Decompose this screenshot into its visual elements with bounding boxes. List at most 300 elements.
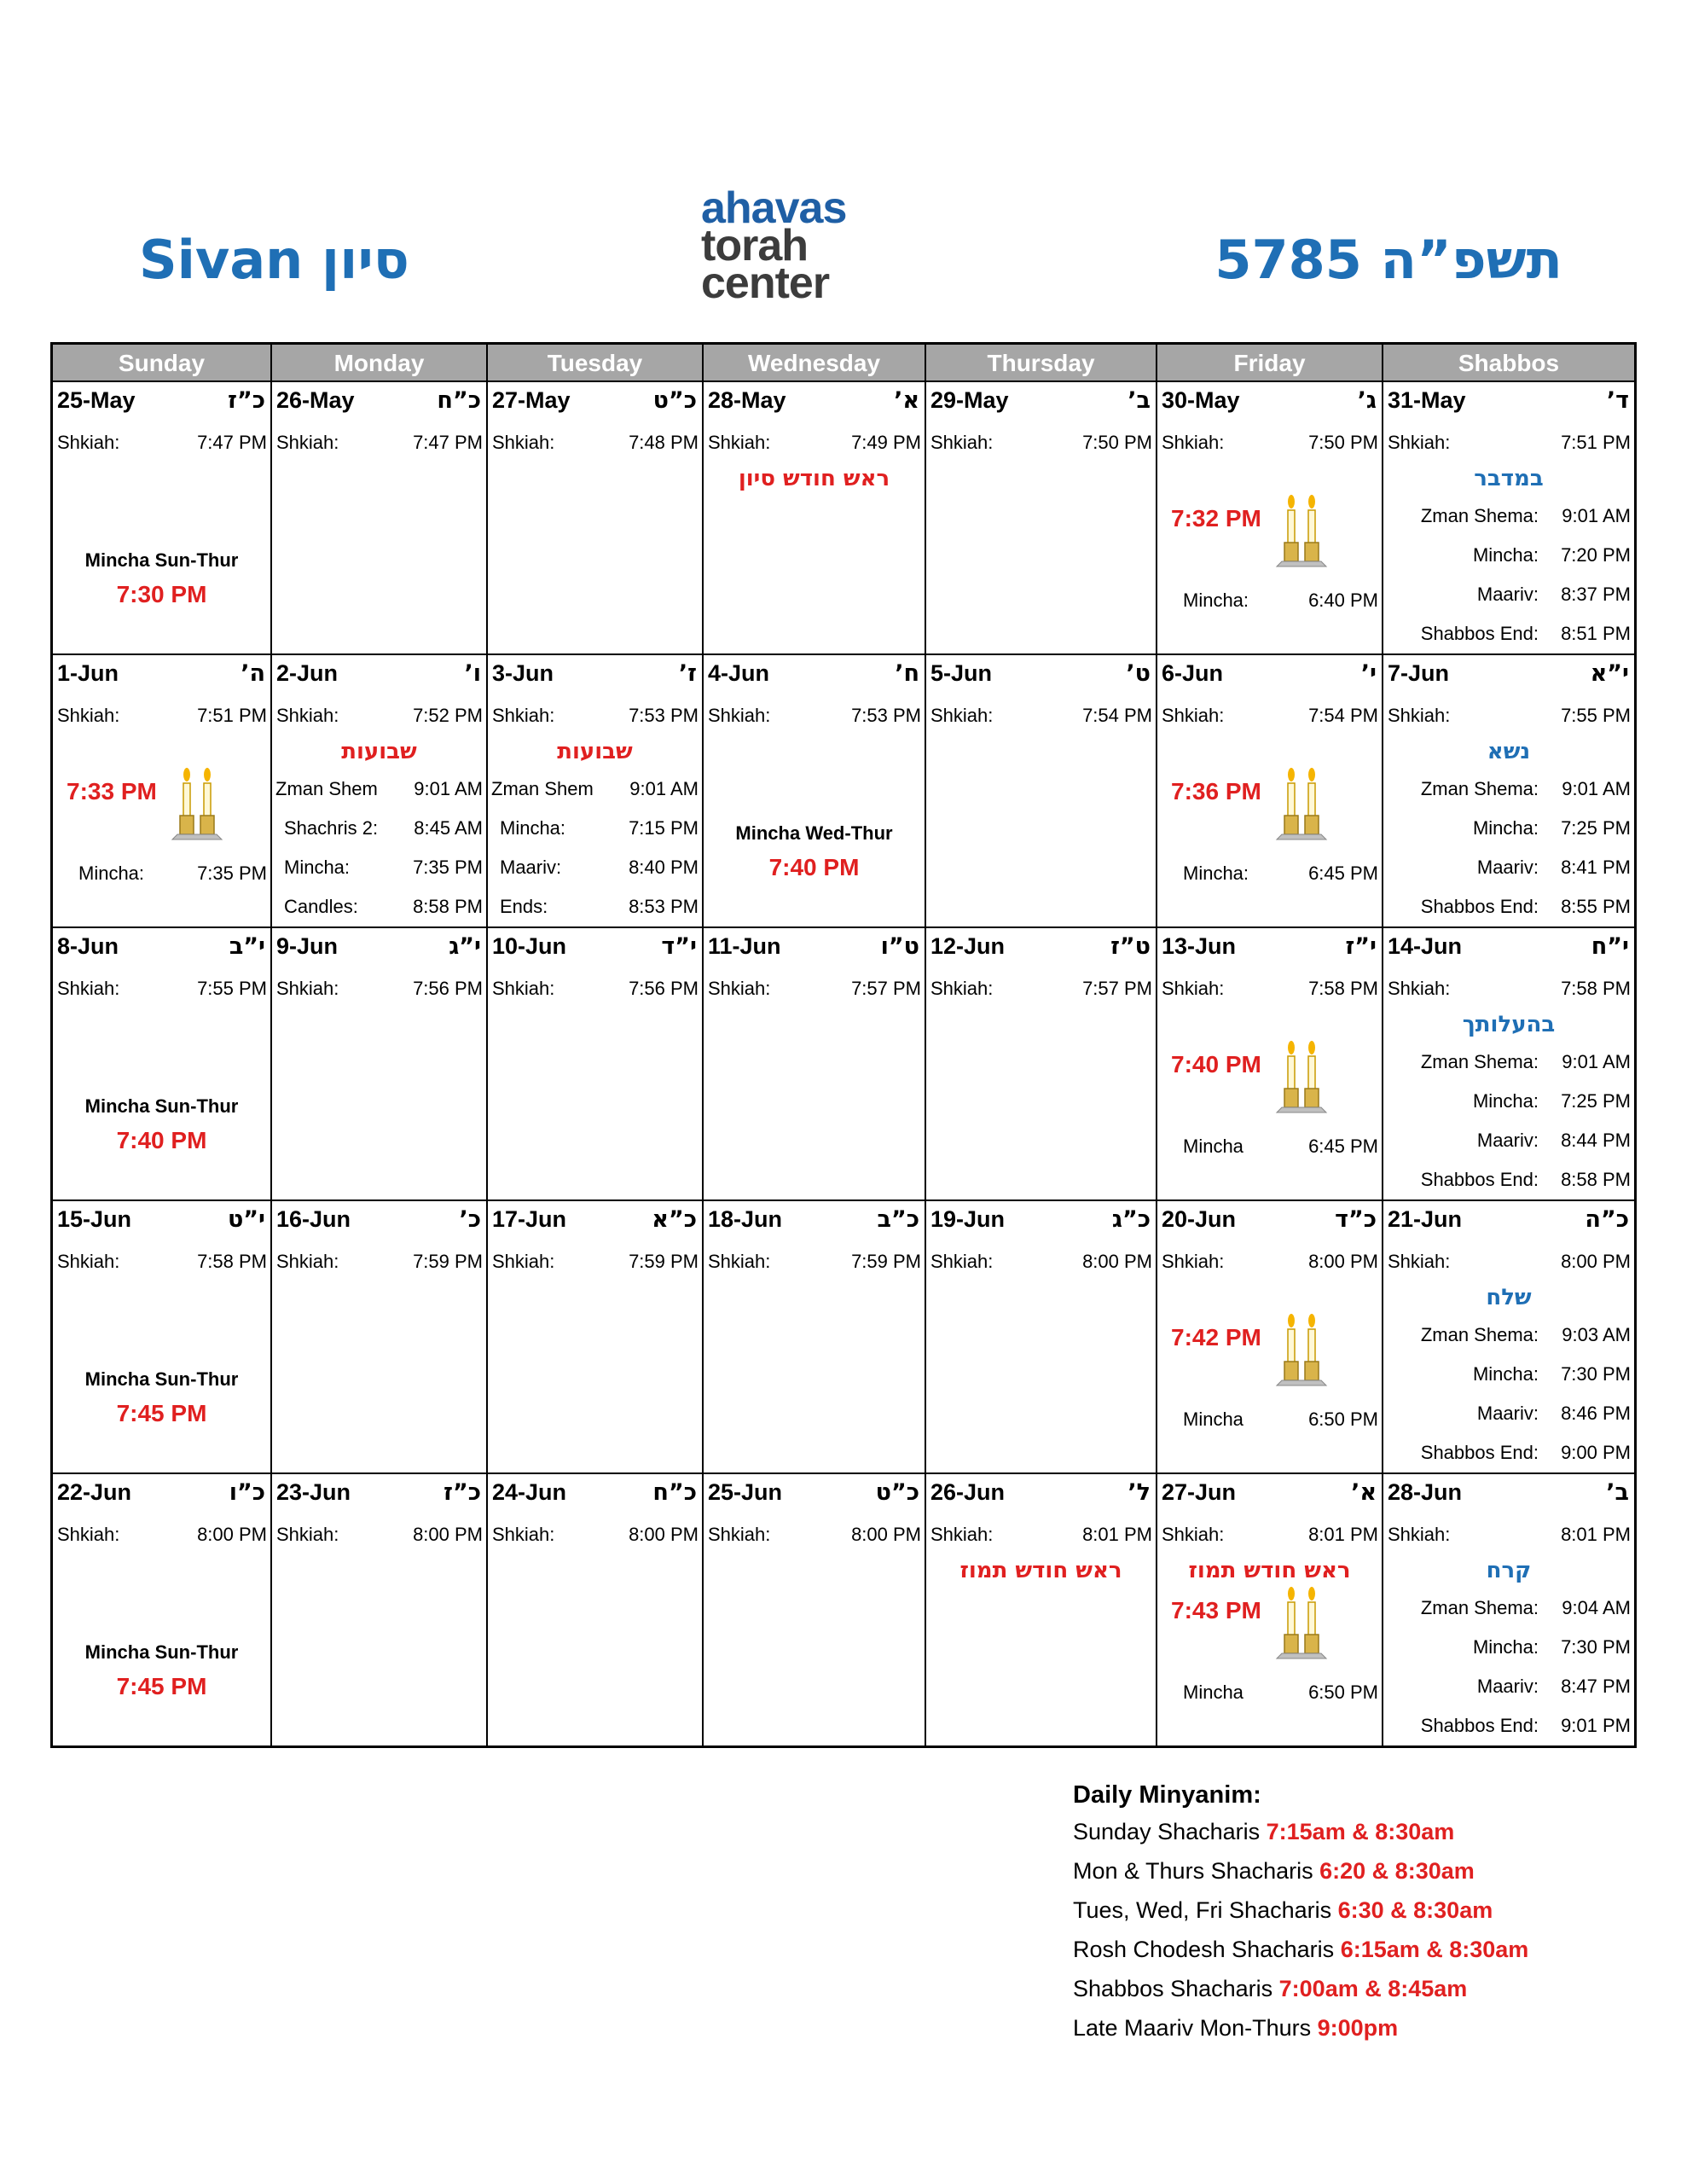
shkiah-time: 7:59 PM xyxy=(629,1251,699,1272)
day-date: 1-Jun xyxy=(57,660,119,686)
day-date: 23-Jun xyxy=(276,1479,351,1505)
schedule-row xyxy=(1383,1636,1634,1676)
shabbos-candles-icon xyxy=(171,766,223,845)
schedule-value: 8:58 PM xyxy=(1561,1169,1631,1190)
day-cell xyxy=(926,655,1157,926)
schedule-key: Mincha: xyxy=(1472,817,1539,839)
shkiah-label: Shkiah: xyxy=(708,1524,771,1545)
day-cell xyxy=(488,928,704,1199)
daily-minyanim xyxy=(1073,1781,1636,2054)
schedule-row xyxy=(1383,1715,1634,1745)
schedule-key: Zman Shem xyxy=(275,778,378,799)
shkiah-label: Shkiah: xyxy=(492,705,555,726)
shkiah-label: Shkiah: xyxy=(1162,1524,1225,1545)
day-cell xyxy=(1383,1201,1634,1472)
day-cell xyxy=(53,382,272,653)
shkiah-time: 7:53 PM xyxy=(629,705,699,726)
minyan-row xyxy=(1073,1976,1636,2015)
schedule-key: Zman Shema: xyxy=(1420,1597,1539,1618)
minyan-time: 9:00pm xyxy=(1317,2015,1399,2041)
parsha-name: בהעלותך xyxy=(1462,1012,1556,1037)
mincha-key: Mincha: xyxy=(1183,863,1249,884)
minyan-row xyxy=(1073,1858,1636,1897)
day-date: 20-Jun xyxy=(1162,1206,1237,1232)
day-date: 22-Jun xyxy=(57,1479,132,1505)
hebrew-date: כ’ xyxy=(459,1206,481,1233)
schedule-row xyxy=(1383,505,1634,544)
shkiah-label: Shkiah: xyxy=(276,1251,339,1272)
day-date: 7-Jun xyxy=(1388,660,1450,686)
schedule-value: 9:00 PM xyxy=(1561,1442,1631,1463)
minyanim-title: Daily Minyanim: xyxy=(1073,1781,1261,1809)
day-cell xyxy=(53,655,272,926)
minyan-label: Shabbos Shacharis xyxy=(1073,1976,1279,2001)
minyan-row xyxy=(1073,1937,1636,1976)
schedule-value: 9:03 AM xyxy=(1562,1324,1631,1345)
day-cell xyxy=(488,655,704,926)
hebrew-date: י”ח xyxy=(1591,933,1629,960)
schedule-value: 8:51 PM xyxy=(1561,623,1631,644)
shkiah-time: 7:59 PM xyxy=(413,1251,483,1272)
day-date: 30-May xyxy=(1162,387,1240,413)
schedule-row xyxy=(272,817,486,857)
mincha-time: 7:40 PM xyxy=(768,854,860,880)
day-date: 28-Jun xyxy=(1388,1479,1463,1505)
schedule-key: Maariv: xyxy=(1476,584,1539,605)
hebrew-date: י’ xyxy=(1360,660,1377,687)
calendar-weeks xyxy=(53,380,1634,1745)
shkiah-label: Shkiah: xyxy=(57,1251,120,1272)
minyan-time: 7:15am & 8:30am xyxy=(1266,1819,1455,1844)
shkiah-time: 7:51 PM xyxy=(1561,432,1631,453)
schedule-key: Mincha: xyxy=(1472,544,1539,566)
schedule-value: 7:25 PM xyxy=(1561,817,1631,839)
schedule-value: 7:30 PM xyxy=(1561,1363,1631,1385)
schedule-row xyxy=(488,778,702,817)
weekday-wednesday: Wednesday xyxy=(704,345,926,380)
schedule-row xyxy=(1383,778,1634,817)
shkiah-label: Shkiah: xyxy=(1162,978,1225,999)
schedule-value: 8:58 PM xyxy=(413,896,483,917)
schedule-row xyxy=(488,896,702,926)
day-date: 29-May xyxy=(930,387,1009,413)
schedule-list xyxy=(488,778,702,926)
schedule-key: Maariv: xyxy=(1476,1130,1539,1151)
mincha-value: 6:45 PM xyxy=(1308,1136,1378,1157)
day-date: 5-Jun xyxy=(930,660,993,686)
shkiah-label: Shkiah: xyxy=(276,1524,339,1545)
schedule-value: 9:01 AM xyxy=(629,778,699,799)
hebrew-date: כ”ב xyxy=(877,1206,919,1233)
schedule-key: Shabbos End: xyxy=(1420,1169,1539,1190)
hebrew-date: ל’ xyxy=(1128,1479,1151,1506)
month-title: Sivan סיון xyxy=(139,229,409,291)
schedule-value: 8:53 PM xyxy=(629,896,699,917)
day-cell xyxy=(704,1474,926,1745)
shkiah-label: Shkiah: xyxy=(276,705,339,726)
schedule-row xyxy=(1383,1403,1634,1442)
schedule-list xyxy=(1383,1597,1634,1745)
schedule-list xyxy=(1383,778,1634,926)
shkiah-time: 7:58 PM xyxy=(1308,978,1378,999)
weekday-thursday: Thursday xyxy=(926,345,1157,380)
shkiah-label: Shkiah: xyxy=(276,432,339,453)
schedule-key: Zman Shema: xyxy=(1420,1051,1539,1072)
calendar-grid xyxy=(50,342,1637,1748)
holiday-label: ראש חודש תמוז xyxy=(1188,1558,1351,1583)
day-cell xyxy=(272,928,488,1199)
day-cell xyxy=(1157,655,1383,926)
schedule-key: Zman Shema: xyxy=(1420,778,1539,799)
day-cell xyxy=(1157,928,1383,1199)
shkiah-label: Shkiah: xyxy=(930,978,994,999)
shkiah-time: 7:58 PM xyxy=(197,1251,267,1272)
shkiah-time: 7:47 PM xyxy=(413,432,483,453)
shabbos-candles-icon xyxy=(1275,1312,1328,1391)
candle-lighting-time: 7:36 PM xyxy=(1171,778,1261,804)
day-date: 12-Jun xyxy=(930,933,1006,959)
day-date: 6-Jun xyxy=(1162,660,1224,686)
schedule-row xyxy=(1383,857,1634,896)
shkiah-label: Shkiah: xyxy=(57,978,120,999)
candle-lighting-time: 7:33 PM xyxy=(67,778,157,804)
day-date: 28-May xyxy=(708,387,786,413)
mincha-key: Mincha xyxy=(1183,1409,1244,1430)
day-date: 25-May xyxy=(57,387,136,413)
day-cell xyxy=(704,655,926,926)
weekday-monday: Monday xyxy=(272,345,488,380)
shkiah-time: 8:00 PM xyxy=(1082,1251,1152,1272)
shkiah-time: 7:52 PM xyxy=(413,705,483,726)
shkiah-time: 7:56 PM xyxy=(629,978,699,999)
schedule-key: Zman Shema: xyxy=(1420,1324,1539,1345)
shkiah-time: 7:57 PM xyxy=(1082,978,1152,999)
mincha-time: 7:45 PM xyxy=(116,1400,207,1426)
schedule-value: 9:01 AM xyxy=(1562,778,1631,799)
hebrew-date: כ”ט xyxy=(652,387,697,414)
schedule-list xyxy=(1383,1324,1634,1472)
mincha-value: 6:50 PM xyxy=(1308,1409,1378,1430)
day-cell xyxy=(53,928,272,1199)
day-cell xyxy=(1383,928,1634,1199)
hebrew-date: י”ג xyxy=(449,933,481,960)
minyan-label: Tues, Wed, Fri Shacharis xyxy=(1073,1897,1338,1923)
mincha-time: 7:40 PM xyxy=(116,1127,207,1153)
day-cell xyxy=(53,1201,272,1472)
shkiah-label: Shkiah: xyxy=(930,1524,994,1545)
minyan-time: 6:15am & 8:30am xyxy=(1340,1937,1529,1962)
shkiah-label: Shkiah: xyxy=(1162,705,1225,726)
mincha-label: Mincha Sun-Thur xyxy=(84,1095,239,1117)
hebrew-date: י”ט xyxy=(227,1206,265,1233)
schedule-row xyxy=(1383,1090,1634,1130)
shkiah-time: 8:01 PM xyxy=(1561,1524,1631,1545)
day-cell xyxy=(272,382,488,653)
day-date: 19-Jun xyxy=(930,1206,1006,1232)
schedule-row xyxy=(1383,1169,1634,1199)
day-date: 27-May xyxy=(492,387,571,413)
schedule-key: Maariv: xyxy=(1476,1676,1539,1697)
day-cell xyxy=(926,1201,1157,1472)
day-date: 27-Jun xyxy=(1162,1479,1237,1505)
hebrew-date: י”א xyxy=(1590,660,1629,687)
schedule-key: Mincha: xyxy=(1472,1363,1539,1385)
parsha-name: שלח xyxy=(1486,1285,1532,1310)
schedule-row xyxy=(1383,1363,1634,1403)
shkiah-label: Shkiah: xyxy=(1162,432,1225,453)
hebrew-date: ט’ xyxy=(1126,660,1151,687)
shkiah-time: 7:47 PM xyxy=(197,432,267,453)
day-cell xyxy=(272,1201,488,1472)
day-cell xyxy=(53,1474,272,1745)
hebrew-date: ח’ xyxy=(895,660,919,687)
minyan-label: Rosh Chodesh Shacharis xyxy=(1073,1937,1341,1962)
day-cell xyxy=(704,1201,926,1472)
logo-line-3: center xyxy=(701,258,830,308)
weekday-sunday: Sunday xyxy=(53,345,272,380)
shkiah-time: 7:55 PM xyxy=(197,978,267,999)
hebrew-date: כ”ט xyxy=(875,1479,919,1506)
day-date: 3-Jun xyxy=(492,660,554,686)
shkiah-time: 7:49 PM xyxy=(851,432,921,453)
shkiah-label: Shkiah: xyxy=(930,1251,994,1272)
hebrew-date: ט”ו xyxy=(880,933,919,960)
minyan-row xyxy=(1073,1897,1636,1937)
schedule-value: 8:47 PM xyxy=(1561,1676,1631,1697)
day-cell xyxy=(1383,1474,1634,1745)
hebrew-date: כ”ג xyxy=(1111,1206,1151,1233)
mincha-value: 6:45 PM xyxy=(1308,863,1378,884)
day-cell xyxy=(704,928,926,1199)
schedule-key: Shabbos End: xyxy=(1420,623,1539,644)
minyanim-list xyxy=(1073,1819,1636,2054)
holiday-label: שבועות xyxy=(557,739,633,764)
week-row xyxy=(53,1199,1634,1472)
logo-line-2: torah xyxy=(701,221,808,270)
shkiah-time: 8:01 PM xyxy=(1308,1524,1378,1545)
mincha-label: Mincha Sun-Thur xyxy=(84,549,239,571)
ahavas-torah-logo xyxy=(701,183,906,309)
schedule-value: 7:30 PM xyxy=(1561,1636,1631,1658)
schedule-value: 9:04 AM xyxy=(1562,1597,1631,1618)
schedule-key: Zman Shem xyxy=(491,778,594,799)
schedule-row xyxy=(488,857,702,896)
day-cell xyxy=(1157,382,1383,653)
day-date: 2-Jun xyxy=(276,660,339,686)
schedule-row xyxy=(1383,1130,1634,1169)
schedule-key: Maariv: xyxy=(1476,1403,1539,1424)
hebrew-date: ו’ xyxy=(464,660,481,687)
day-date: 24-Jun xyxy=(492,1479,567,1505)
day-cell xyxy=(488,382,704,653)
shkiah-time: 7:55 PM xyxy=(1561,705,1631,726)
minyan-label: Sunday Shacharis xyxy=(1073,1819,1267,1844)
hebrew-date: ד’ xyxy=(1606,387,1629,414)
shkiah-label: Shkiah: xyxy=(492,1251,555,1272)
shkiah-time: 7:50 PM xyxy=(1308,432,1378,453)
holiday-label: ראש חודש תמוז xyxy=(959,1558,1122,1583)
day-cell xyxy=(1157,1474,1383,1745)
weekday-tuesday: Tuesday xyxy=(488,345,704,380)
mincha-label: Mincha Wed-Thur xyxy=(735,822,893,844)
schedule-row xyxy=(272,778,486,817)
candle-lighting-time: 7:43 PM xyxy=(1171,1597,1261,1623)
weekday-shabbos: Shabbos xyxy=(1458,350,1560,376)
day-date: 16-Jun xyxy=(276,1206,351,1232)
weekday-friday: Friday xyxy=(1157,345,1383,380)
day-cell xyxy=(488,1201,704,1472)
schedule-key: Mincha: xyxy=(1472,1636,1539,1658)
mincha-value: 7:35 PM xyxy=(197,863,267,884)
day-date: 21-Jun xyxy=(1388,1206,1463,1232)
mincha-key: Mincha xyxy=(1183,1136,1244,1157)
shkiah-time: 7:57 PM xyxy=(851,978,921,999)
mincha-label: Mincha Sun-Thur xyxy=(84,1641,239,1663)
day-cell xyxy=(1383,382,1634,653)
day-cell xyxy=(926,1474,1157,1745)
shkiah-label: Shkiah: xyxy=(1162,1251,1225,1272)
schedule-value: 9:01 AM xyxy=(1562,1051,1631,1072)
schedule-key: Maariv: xyxy=(1476,857,1539,878)
logo-line-1: ahavas xyxy=(701,183,847,233)
schedule-value: 8:45 AM xyxy=(414,817,483,839)
candle-lighting-time: 7:32 PM xyxy=(1171,505,1261,531)
shkiah-time: 8:01 PM xyxy=(1082,1524,1152,1545)
schedule-value: 7:15 PM xyxy=(629,817,699,839)
minyan-row xyxy=(1073,1819,1636,1858)
day-date: 26-Jun xyxy=(930,1479,1006,1505)
day-cell xyxy=(926,928,1157,1199)
parsha-name: במדבר xyxy=(1474,466,1544,491)
schedule-key: Shabbos End: xyxy=(1420,1442,1539,1463)
minyan-time: 7:00am & 8:45am xyxy=(1278,1976,1468,2001)
shkiah-time: 7:54 PM xyxy=(1308,705,1378,726)
day-date: 31-May xyxy=(1388,387,1466,413)
day-date: 17-Jun xyxy=(492,1206,567,1232)
shabbos-candles-icon xyxy=(1275,766,1328,845)
holiday-label: ראש חודש סיון xyxy=(738,466,890,491)
shkiah-label: Shkiah: xyxy=(492,432,555,453)
schedule-row xyxy=(1383,544,1634,584)
schedule-value: 8:37 PM xyxy=(1561,584,1631,605)
schedule-key: Mincha: xyxy=(284,857,351,878)
holiday-label: שבועות xyxy=(341,739,417,764)
hebrew-date: ה’ xyxy=(241,660,265,687)
hebrew-date: כ”א xyxy=(652,1206,697,1233)
schedule-row xyxy=(1383,896,1634,926)
shkiah-time: 8:00 PM xyxy=(1561,1251,1631,1272)
weekday-header-row xyxy=(53,345,1634,380)
day-date: 26-May xyxy=(276,387,355,413)
shkiah-time: 8:00 PM xyxy=(851,1524,921,1545)
schedule-row xyxy=(1383,1051,1634,1090)
shkiah-time: 7:53 PM xyxy=(851,705,921,726)
schedule-key: Mincha: xyxy=(500,817,566,839)
hebrew-date: ב’ xyxy=(1128,387,1151,414)
shkiah-label: Shkiah: xyxy=(1388,978,1451,999)
schedule-row xyxy=(272,857,486,896)
mincha-value: 6:50 PM xyxy=(1308,1682,1378,1703)
day-date: 9-Jun xyxy=(276,933,339,959)
shkiah-label: Shkiah: xyxy=(57,1524,120,1545)
shkiah-label: Shkiah: xyxy=(708,978,771,999)
schedule-key: Shabbos End: xyxy=(1420,1715,1539,1736)
shkiah-time: 7:56 PM xyxy=(413,978,483,999)
schedule-value: 8:44 PM xyxy=(1561,1130,1631,1151)
shkiah-time: 8:00 PM xyxy=(413,1524,483,1545)
day-cell xyxy=(1157,1201,1383,1472)
shkiah-time: 7:54 PM xyxy=(1082,705,1152,726)
schedule-value: 7:35 PM xyxy=(413,857,483,878)
parsha-name: נשא xyxy=(1487,739,1531,764)
day-date: 18-Jun xyxy=(708,1206,783,1232)
mincha-key: Mincha xyxy=(1183,1682,1244,1703)
schedule-value: 9:01 AM xyxy=(414,778,483,799)
schedule-row xyxy=(272,896,486,926)
hebrew-date: ט”ז xyxy=(1110,933,1151,960)
schedule-value: 9:01 PM xyxy=(1561,1715,1631,1736)
day-cell xyxy=(926,382,1157,653)
shkiah-label: Shkiah: xyxy=(1388,1251,1451,1272)
shkiah-time: 7:58 PM xyxy=(1561,978,1631,999)
mincha-label: Mincha Sun-Thur xyxy=(84,1368,239,1390)
minyan-label: Mon & Thurs Shacharis xyxy=(1073,1858,1320,1884)
schedule-value: 8:40 PM xyxy=(629,857,699,878)
shkiah-label: Shkiah: xyxy=(930,432,994,453)
shkiah-time: 7:51 PM xyxy=(197,705,267,726)
mincha-key: Mincha: xyxy=(1183,590,1249,611)
hebrew-date: כ”ה xyxy=(1585,1206,1629,1233)
day-cell xyxy=(272,655,488,926)
mincha-key: Mincha: xyxy=(78,863,145,884)
week-row xyxy=(53,653,1634,926)
year-title: 5785 תשפ”ה xyxy=(1215,229,1562,291)
day-date: 8-Jun xyxy=(57,933,119,959)
shkiah-label: Shkiah: xyxy=(492,1524,555,1545)
schedule-key: Shabbos End: xyxy=(1420,896,1539,917)
day-date: 13-Jun xyxy=(1162,933,1237,959)
hebrew-date: י”ז xyxy=(1345,933,1377,960)
mincha-time: 7:30 PM xyxy=(116,581,207,607)
shkiah-time: 8:00 PM xyxy=(629,1524,699,1545)
shabbos-candles-icon xyxy=(1275,493,1328,572)
shabbos-candles-icon xyxy=(1275,1039,1328,1118)
shabbos-candles-icon xyxy=(1275,1585,1328,1664)
shkiah-label: Shkiah: xyxy=(57,705,120,726)
schedule-list xyxy=(1383,1051,1634,1199)
hebrew-date: ב’ xyxy=(1606,1479,1629,1506)
shkiah-label: Shkiah: xyxy=(276,978,339,999)
shkiah-label: Shkiah: xyxy=(708,705,771,726)
schedule-key: Mincha: xyxy=(1472,1090,1539,1112)
shkiah-label: Shkiah: xyxy=(1388,705,1451,726)
shkiah-time: 8:00 PM xyxy=(197,1524,267,1545)
hebrew-date: א’ xyxy=(894,387,919,414)
day-cell xyxy=(1383,655,1634,926)
day-date: 14-Jun xyxy=(1388,933,1463,959)
candle-lighting-time: 7:40 PM xyxy=(1171,1051,1261,1077)
schedule-row xyxy=(1383,1676,1634,1715)
hebrew-date: ג’ xyxy=(1357,387,1377,414)
shkiah-label: Shkiah: xyxy=(1388,1524,1451,1545)
hebrew-date: כ”ח xyxy=(652,1479,697,1506)
hebrew-date: י”ב xyxy=(229,933,265,960)
schedule-row xyxy=(488,817,702,857)
mincha-time: 7:45 PM xyxy=(116,1673,207,1699)
hebrew-date: י”ד xyxy=(661,933,697,960)
schedule-row xyxy=(1383,623,1634,653)
schedule-row xyxy=(1383,584,1634,623)
